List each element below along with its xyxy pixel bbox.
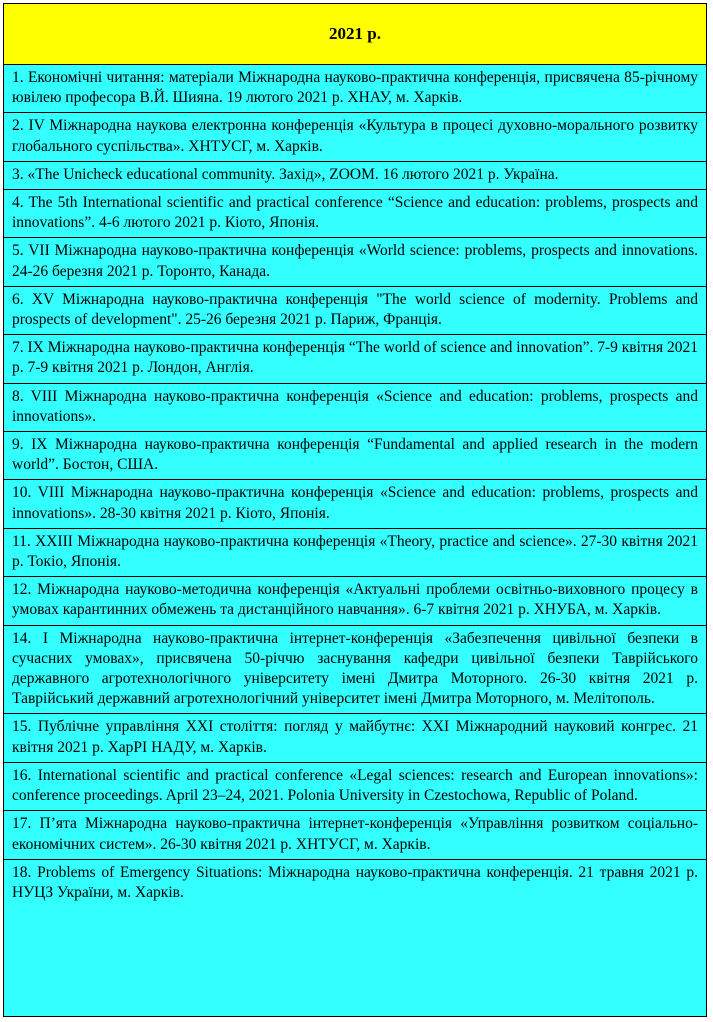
list-item: 7. IX Міжнародна науково-практична конференція “The world of science and innovation”. 7-9 квітня 2021 р. 7-9 квітня 2021 р. Лондон, Англія.: [4, 335, 706, 383]
list-item: 10. VIII Міжнародна науково-практична конференція «Science and education: problems, prospects and innovations». 28-30 квітня 2021 р. Кіото, Японія.: [4, 480, 706, 528]
year-title: 2021 р.: [329, 24, 381, 43]
list-item: 1. Економічні читання: матеріали Міжнародна науково-практична конференція, присвячена 85-річному ювілею професора В.Й. Шияна. 19 лютого 2021 р. ХНАУ, м. Харків.: [4, 65, 706, 113]
list-item: 2. IV Міжнародна наукова електронна конференція «Культура в процесі духовно-морального розвитку глобального суспільства». ХНТУСГ, м. Харків.: [4, 113, 706, 161]
list-item: 8. VIII Міжнародна науково-практична конференція «Science and education: problems, prospects and innovations».: [4, 384, 706, 432]
list-item: 9. IX Міжнародна науково-практична конференція “Fundamental and applied research in the modern world”. Бостон, США.: [4, 432, 706, 480]
list-item: 5. VII Міжнародна науково-практична конференція «World science: problems, prospects and innovations. 24-26 березня 2021 р. Торонто, Канада.: [4, 238, 706, 286]
list-item: 17. П’ята Міжнародна науково-практична інтернет-конференція «Управління розвитком соціально-економічних систем». 26-30 квітня 2021 р. ХНТУСГ, м. Харків.: [4, 811, 706, 859]
list-item: 11. XXIII Міжнародна науково-практична конференція «Theory, practice and science». 27-30 квітня 2021 р. Токіо, Японія.: [4, 529, 706, 577]
list-item: 4. The 5th International scientific and practical conference “Science and education: problems, prospects and innovations”. 4-6 лютого 2021 р. Кіото, Японія.: [4, 190, 706, 238]
list-item: 3. «The Unicheck educational community. Захід», ZOOM. 16 лютого 2021 р. Україна.: [4, 162, 706, 190]
list-item: 14. I Міжнародна науково-практична інтернет-конференція «Забезпечення цивільної безпеки в сучасних умовах», присвячена 50-річчю заснування кафедри цивільної безпеки Таврійського державного агротехнологічного університету імені Дмитра Моторного. 26-30 квітня 2021 р. Таврійський державний агротехнологічний університет імені Дмитра Моторного, м. Мелітополь.: [4, 626, 706, 715]
list-item: 6. XV Міжнародна науково-практична конференція "The world science of modernity. Problems and prospects of development". 25-26 березня 2021 р. Париж, Франція.: [4, 287, 706, 335]
conference-list: [4, 65, 706, 907]
conference-list-document: [3, 3, 707, 1017]
list-item: 18. Problems of Emergency Situations: Міжнародна науково-практична конференція. 21 травня 2021 р. НУЦЗ України, м. Харків.: [12, 863, 698, 901]
list-item: 15. Публічне управління XXI століття: погляд у майбутнє: XXI Міжнародний науковий конгрес. 21 квітня 2021 р. ХарРІ НАДУ, м. Харків.: [4, 714, 706, 762]
year-header: [4, 4, 706, 65]
list-item: 12. Міжнародна науково-методична конференція «Актуальні проблеми освітньо-виховного процесу в умовах карантинних обмежень та дистанційного навчання». 6-7 квітня 2021 р. ХНУБА, м. Харків.: [4, 577, 706, 625]
list-item: 16. International scientific and practical conference «Legal sciences: research and European innovations»: conference proceedings. April 23–24, 2021. Polonia University in Czestochowa, Republic of Poland.: [4, 763, 706, 811]
